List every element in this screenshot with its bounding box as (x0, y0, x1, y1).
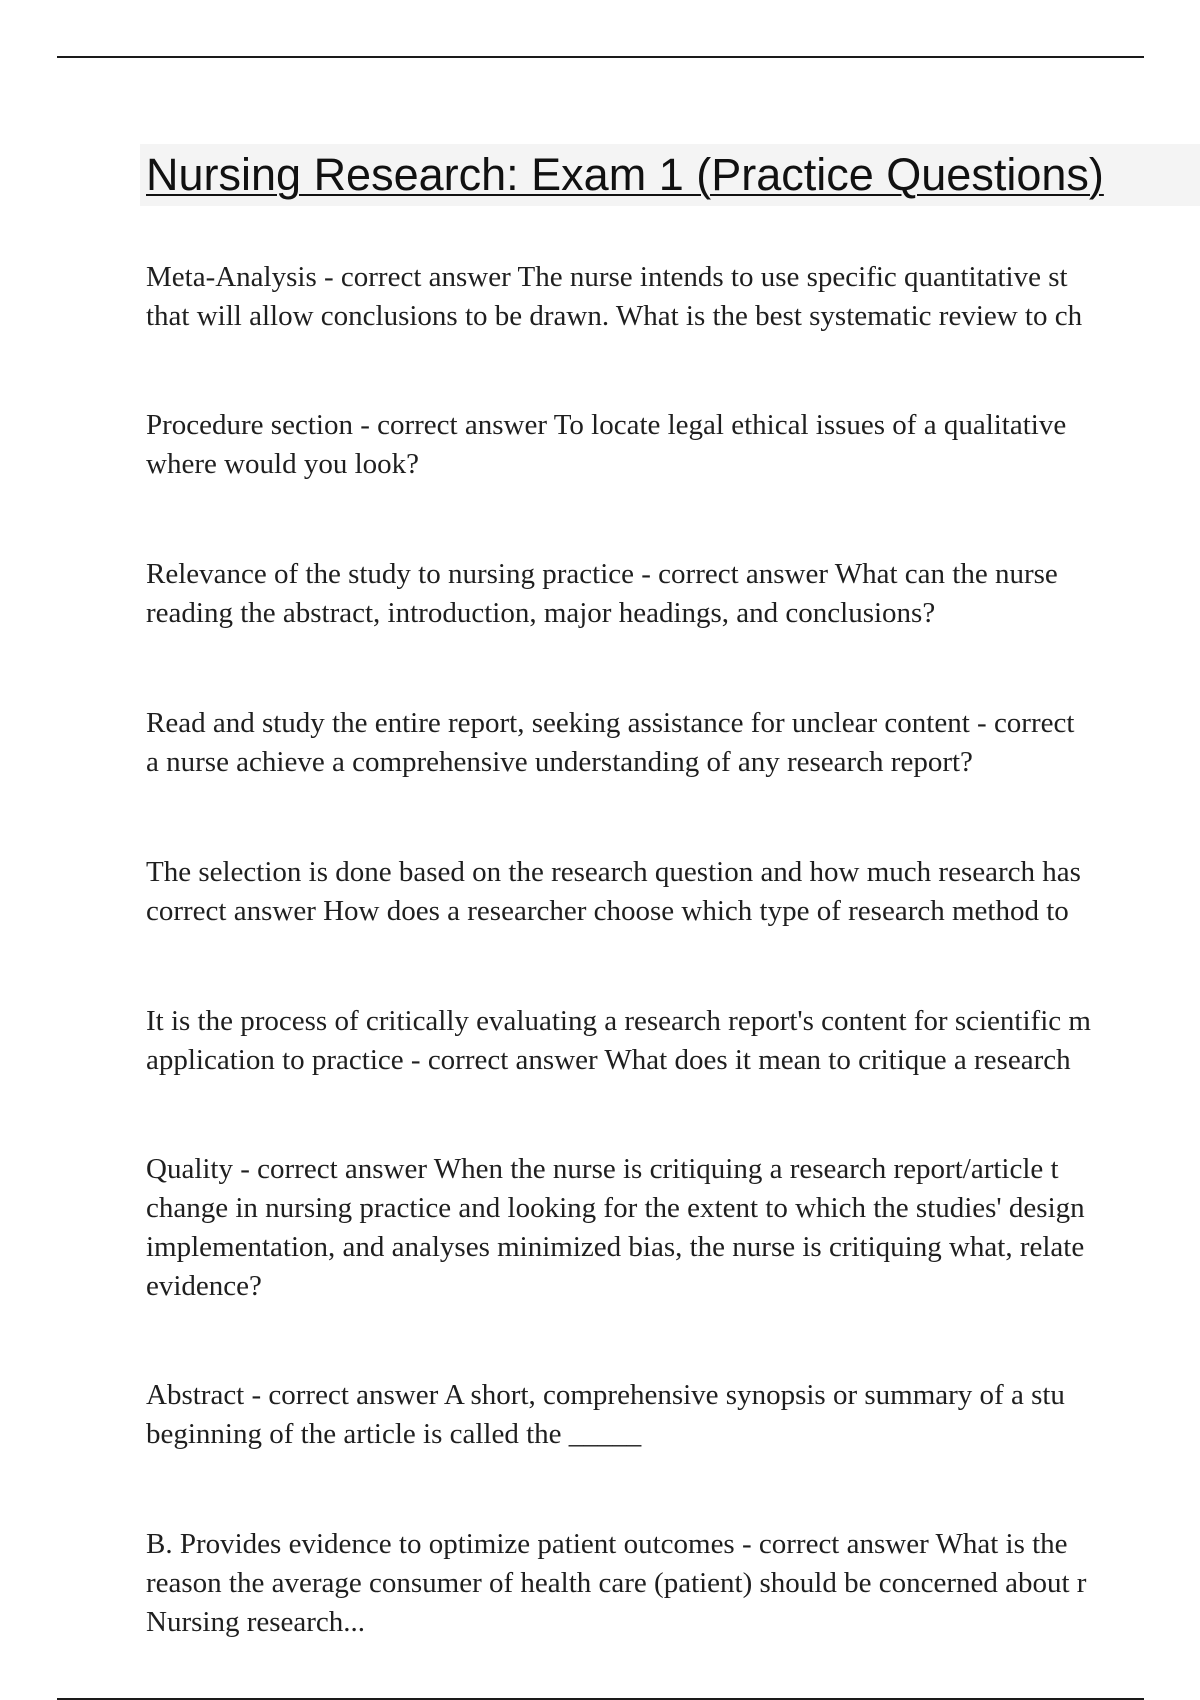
qa-line: Quality - correct answer When the nurse is critiquing a research report/article t (146, 1153, 1059, 1185)
qa-line: Nursing research... (146, 1606, 366, 1638)
qa-item-4 (146, 704, 1200, 782)
document-title: Nursing Research: Exam 1 (Practice Questions) (146, 149, 1104, 200)
qa-line: reading the abstract, introduction, major headings, and conclusions? (146, 597, 936, 629)
qa-line: Relevance of the study to nursing practice - correct answer What can the nurse (146, 558, 1058, 590)
qa-line: evidence? (146, 1270, 262, 1302)
qa-line: that will allow conclusions to be drawn. What is the best systematic review to ch (146, 300, 1083, 332)
qa-item-2 (146, 406, 1200, 484)
qa-line: The selection is done based on the research question and how much research has (146, 856, 1081, 888)
top-rule (57, 56, 1144, 58)
qa-item-3 (146, 555, 1200, 633)
qa-item-7 (146, 1150, 1200, 1306)
qa-line: a nurse achieve a comprehensive understanding of any research report? (146, 746, 973, 778)
qa-line: Read and study the entire report, seeking assistance for unclear content - correct (146, 707, 1075, 739)
qa-item-5 (146, 853, 1200, 931)
qa-line: beginning of the article is called the _____ (146, 1418, 642, 1450)
qa-line: Procedure section - correct answer To locate legal ethical issues of a qualitative (146, 409, 1067, 441)
qa-line: correct answer How does a researcher choose which type of research method to (146, 895, 1069, 927)
qa-line: implementation, and analyses minimized bias, the nurse is critiquing what, relate (146, 1231, 1085, 1263)
qa-line: Abstract - correct answer A short, comprehensive synopsis or summary of a stu (146, 1379, 1065, 1411)
qa-item-9 (146, 1525, 1200, 1642)
qa-item-6 (146, 1002, 1200, 1080)
qa-line: It is the process of critically evaluating a research report's content for scientific m (146, 1005, 1091, 1037)
qa-line: change in nursing practice and looking for the extent to which the studies' design (146, 1192, 1085, 1224)
qa-line: where would you look? (146, 448, 420, 480)
qa-item-8 (146, 1376, 1200, 1454)
qa-line: application to practice - correct answer What does it mean to critique a research (146, 1044, 1071, 1076)
qa-line: reason the average consumer of health care (patient) should be concerned about r (146, 1567, 1087, 1599)
qa-item-1 (146, 258, 1200, 336)
qa-line: B. Provides evidence to optimize patient outcomes - correct answer What is the (146, 1528, 1068, 1560)
qa-line: Meta-Analysis - correct answer The nurse intends to use specific quantitative st (146, 261, 1068, 293)
